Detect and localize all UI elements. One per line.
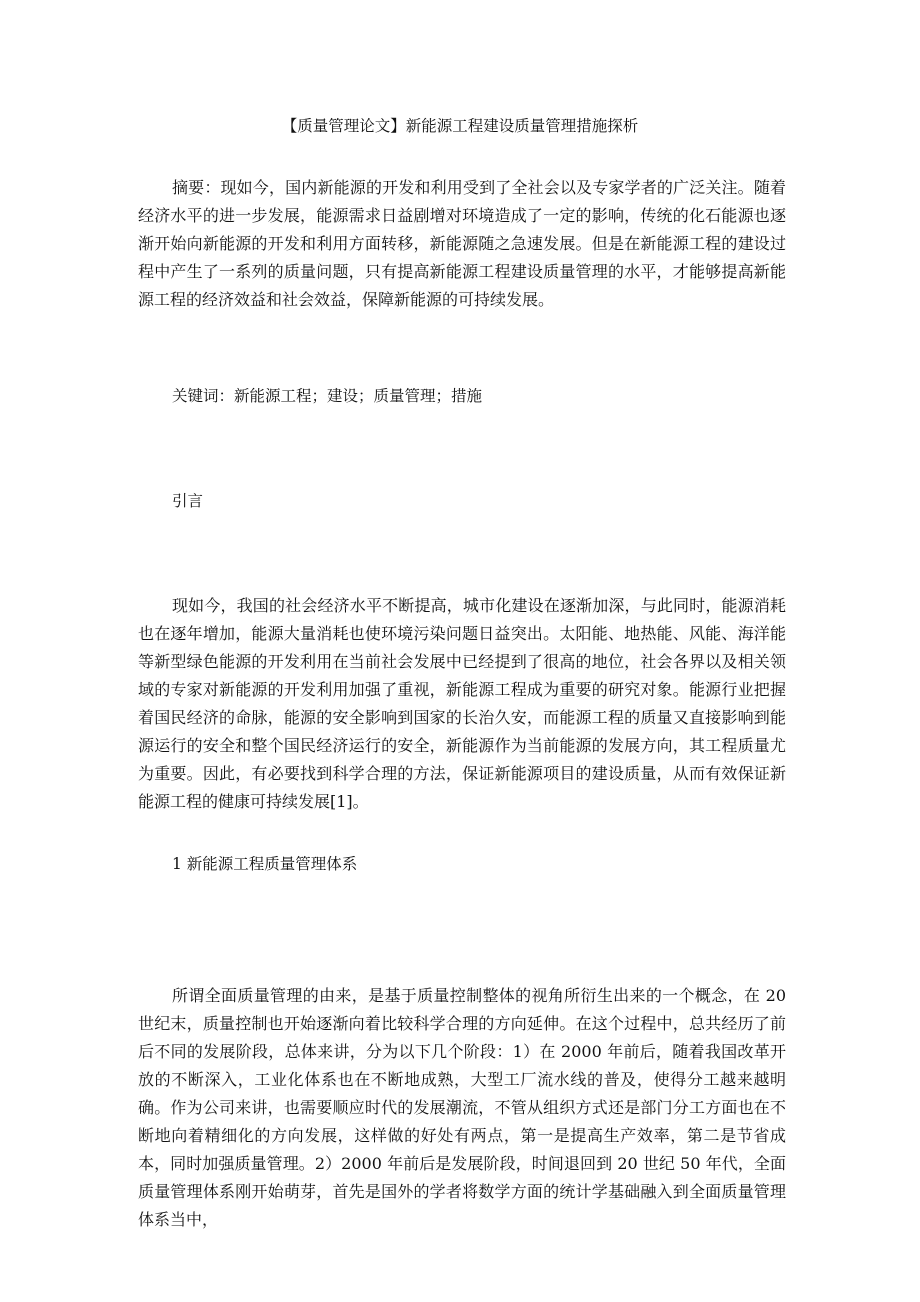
section-1-paragraph: 所谓全面质量管理的由来，是基于质量控制整体的视角所衍生出来的一个概念，在 20 世纪末，质量控制也开始逐渐向着比较科学合理的方向延伸。在这个过程中，总共经历了前后不同的发展阶段，总体来讲，分为以下几个阶段：1）在 2000 年前后，随着我国改革开放的不断深入，工业化体系也在不断地成熟，大型工厂流水线的普及，使得分工越来越明确。作为公司来讲，也需要顺应时代的发展潮流，不管从组织方式还是部门分工方面也在不断地向着精细化的方向发展，这样做的好处有两点，第一是提高生产效率，第二是节省成本，同时加强质量管理。2）2000 年前后是发展阶段，时间退回到 20 世纪 50 年代，全面质量管理体系刚开始萌芽，首先是国外的学者将数学方面的统计学基础融入到全面质量管理体系当中，	[138, 986, 786, 1229]
abstract-paragraph: 摘要：现如今，国内新能源的开发和利用受到了全社会以及专家学者的广泛关注。随着经济水平的进一步发展，能源需求日益剧增对环境造成了一定的影响，传统的化石能源也逐渐开始向新能源的开发和利用方面转移，新能源随之急速发展。但是在新能源工程的建设过程中产生了一系列的质量问题，只有提高新能源工程建设质量管理的水平，才能够提高新能源工程的经济效益和社会效益，保障新能源的可持续发展。	[138, 178, 786, 309]
section-1-heading: 1 新能源工程质量管理体系	[172, 855, 358, 873]
document-title: 【质量管理论文】新能源工程建设质量管理措施探析	[281, 117, 639, 135]
intro-paragraph: 现如今，我国的社会经济水平不断提高，城市化建设在逐渐加深，与此同时，能源消耗也在逐年增加，能源大量消耗也使环境污染问题日益突出。太阳能、地热能、风能、海洋能等新型绿色能源的开发利用在当前社会发展中已经提到了很高的地位，社会各界以及相关领域的专家对新能源的开发利用加强了重视，新能源工程成为重要的研究对象。能源行业把握着国民经济的命脉，能源的安全影响到国家的长治久安，而能源工程的质量又直接影响到能源运行的安全和整个国民经济运行的安全，新能源作为当前能源的发展方向，其工程质量尤为重要。因此，有必要找到科学合理的方法，保证新能源项目的建设质量，从而有效保证新能源工程的健康可持续发展[1]。	[138, 596, 786, 811]
keywords-line: 关键词：新能源工程；建设；质量管理；措施	[172, 387, 483, 405]
intro-heading: 引言	[172, 492, 204, 510]
